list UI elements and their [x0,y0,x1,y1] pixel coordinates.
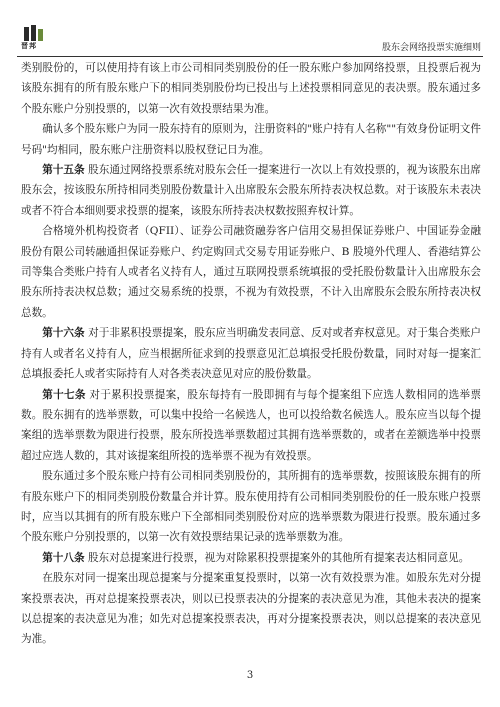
page-header [17,20,483,57]
article-number: 第十八条 [42,551,85,564]
paragraph: 合格境外机构投资者（QFII）、证券公司融资融券客户信用交易担保证券账户、中国证券金融股份有限公司转融通担保证券账户、约定购回式交易专用证券账户、B 股境外代理人、香港结算公司等集合类账户持有人或者名义持有人，通过互联网投票系统填报的受托股份数量计入出席股东会股东所持表决权总数；通过交易系统的投票，不视为有效投票，不计入出席股东会股东所持表决权总数。 [21,225,481,319]
header-title: 股东会网络投票实施细则 [381,43,481,53]
article-paragraph: 第十六条 对于非累积投票提案，股东应当明确发表同意、反对或者弃权意见。对于集合类账户持有人或者名义持有人，应当根据所征求到的投票意见汇总填报受托股份数量，同时对每一提案汇总填报委托人或者实际持有人对各类表决意见对应的股份数量。 [21,327,482,381]
article-number: 第十六条 [42,327,85,340]
paragraph: 股东通过多个股东账户持有公司相同类别股份的，其所拥有的选举票数，按照该股东拥有的所有股东账户下的相同类别股份数量合并计算。股东使用持有公司相同类别股份的任一股东账户投票时，应当以其拥有的所有股东账户下全部相同类别股份对应的选举票数为限进行投票。股东通过多个股东账户分别投票的，以第一次有效投票结果记录的选举票数为准。 [21,470,481,544]
page-number: 3 [246,670,254,681]
article-number: 第十七条 [42,388,86,401]
paragraph: 确认多个股东账户为同一股东持有的原则为，注册资料的"账户持有人名称""有效身份证明文件号码"均相同，股东账户注册资料以股权登记日为准。 [21,123,481,156]
paragraph: 在股东对同一提案出现总提案与分提案重复投票时，以第一次有效投票为准。如股东先对分提案投票表决，再对总提案投票表决，则以已投票表决的分提案的表决意见为准，其他未表决的提案以总提案的表决意见为准；如先对总提案投票表决，再对分提案投票表决，则以总提案的表决意见为准。 [21,572,481,646]
logo-text: 晋邦 [21,41,37,50]
document-body [21,58,481,650]
article-paragraph: 第十八条 股东对总提案进行投票，视为对除累积投票提案外的其他所有提案表达相同意见。 [42,551,470,564]
article-paragraph: 第十七条 对于累积投票提案，股东每持有一股即拥有与每个提案组下应选人数相同的选举票数。股东拥有的选举票数，可以集中投给一名候选人，也可以投给数名候选人。股东应当以每个提案组的选举票数为限进行投票，股东所投选举票数超过其拥有选举票数的，或者在差额选举中投票超过应选人数的，其对该提案组所投的选举票不视为有效投票。 [21,388,482,462]
paragraph: 类别股份的，可以使用持有该上市公司相同类别股份的任一股东账户参加网络投票，且投票后视为该股东拥有的所有股东账户下的相同类别股份均已投出与上述投票相同意见的表决票。股东通过多个股东账户分别投票的，以第一次有效投票结果为准。 [21,62,481,115]
article-number: 第十五条 [42,164,85,177]
article-paragraph: 第十五条 股东通过网络投票系统对股东会任一提案进行一次以上有效投票的，视为该股东出席股东会，按该股东所持相同类别股份数量计入出席股东会股东所持表决权总数。对于该股东未表决或者不符合本细则要求投票的提案，该股东所持表决权数按照弃权计算。 [21,164,482,217]
